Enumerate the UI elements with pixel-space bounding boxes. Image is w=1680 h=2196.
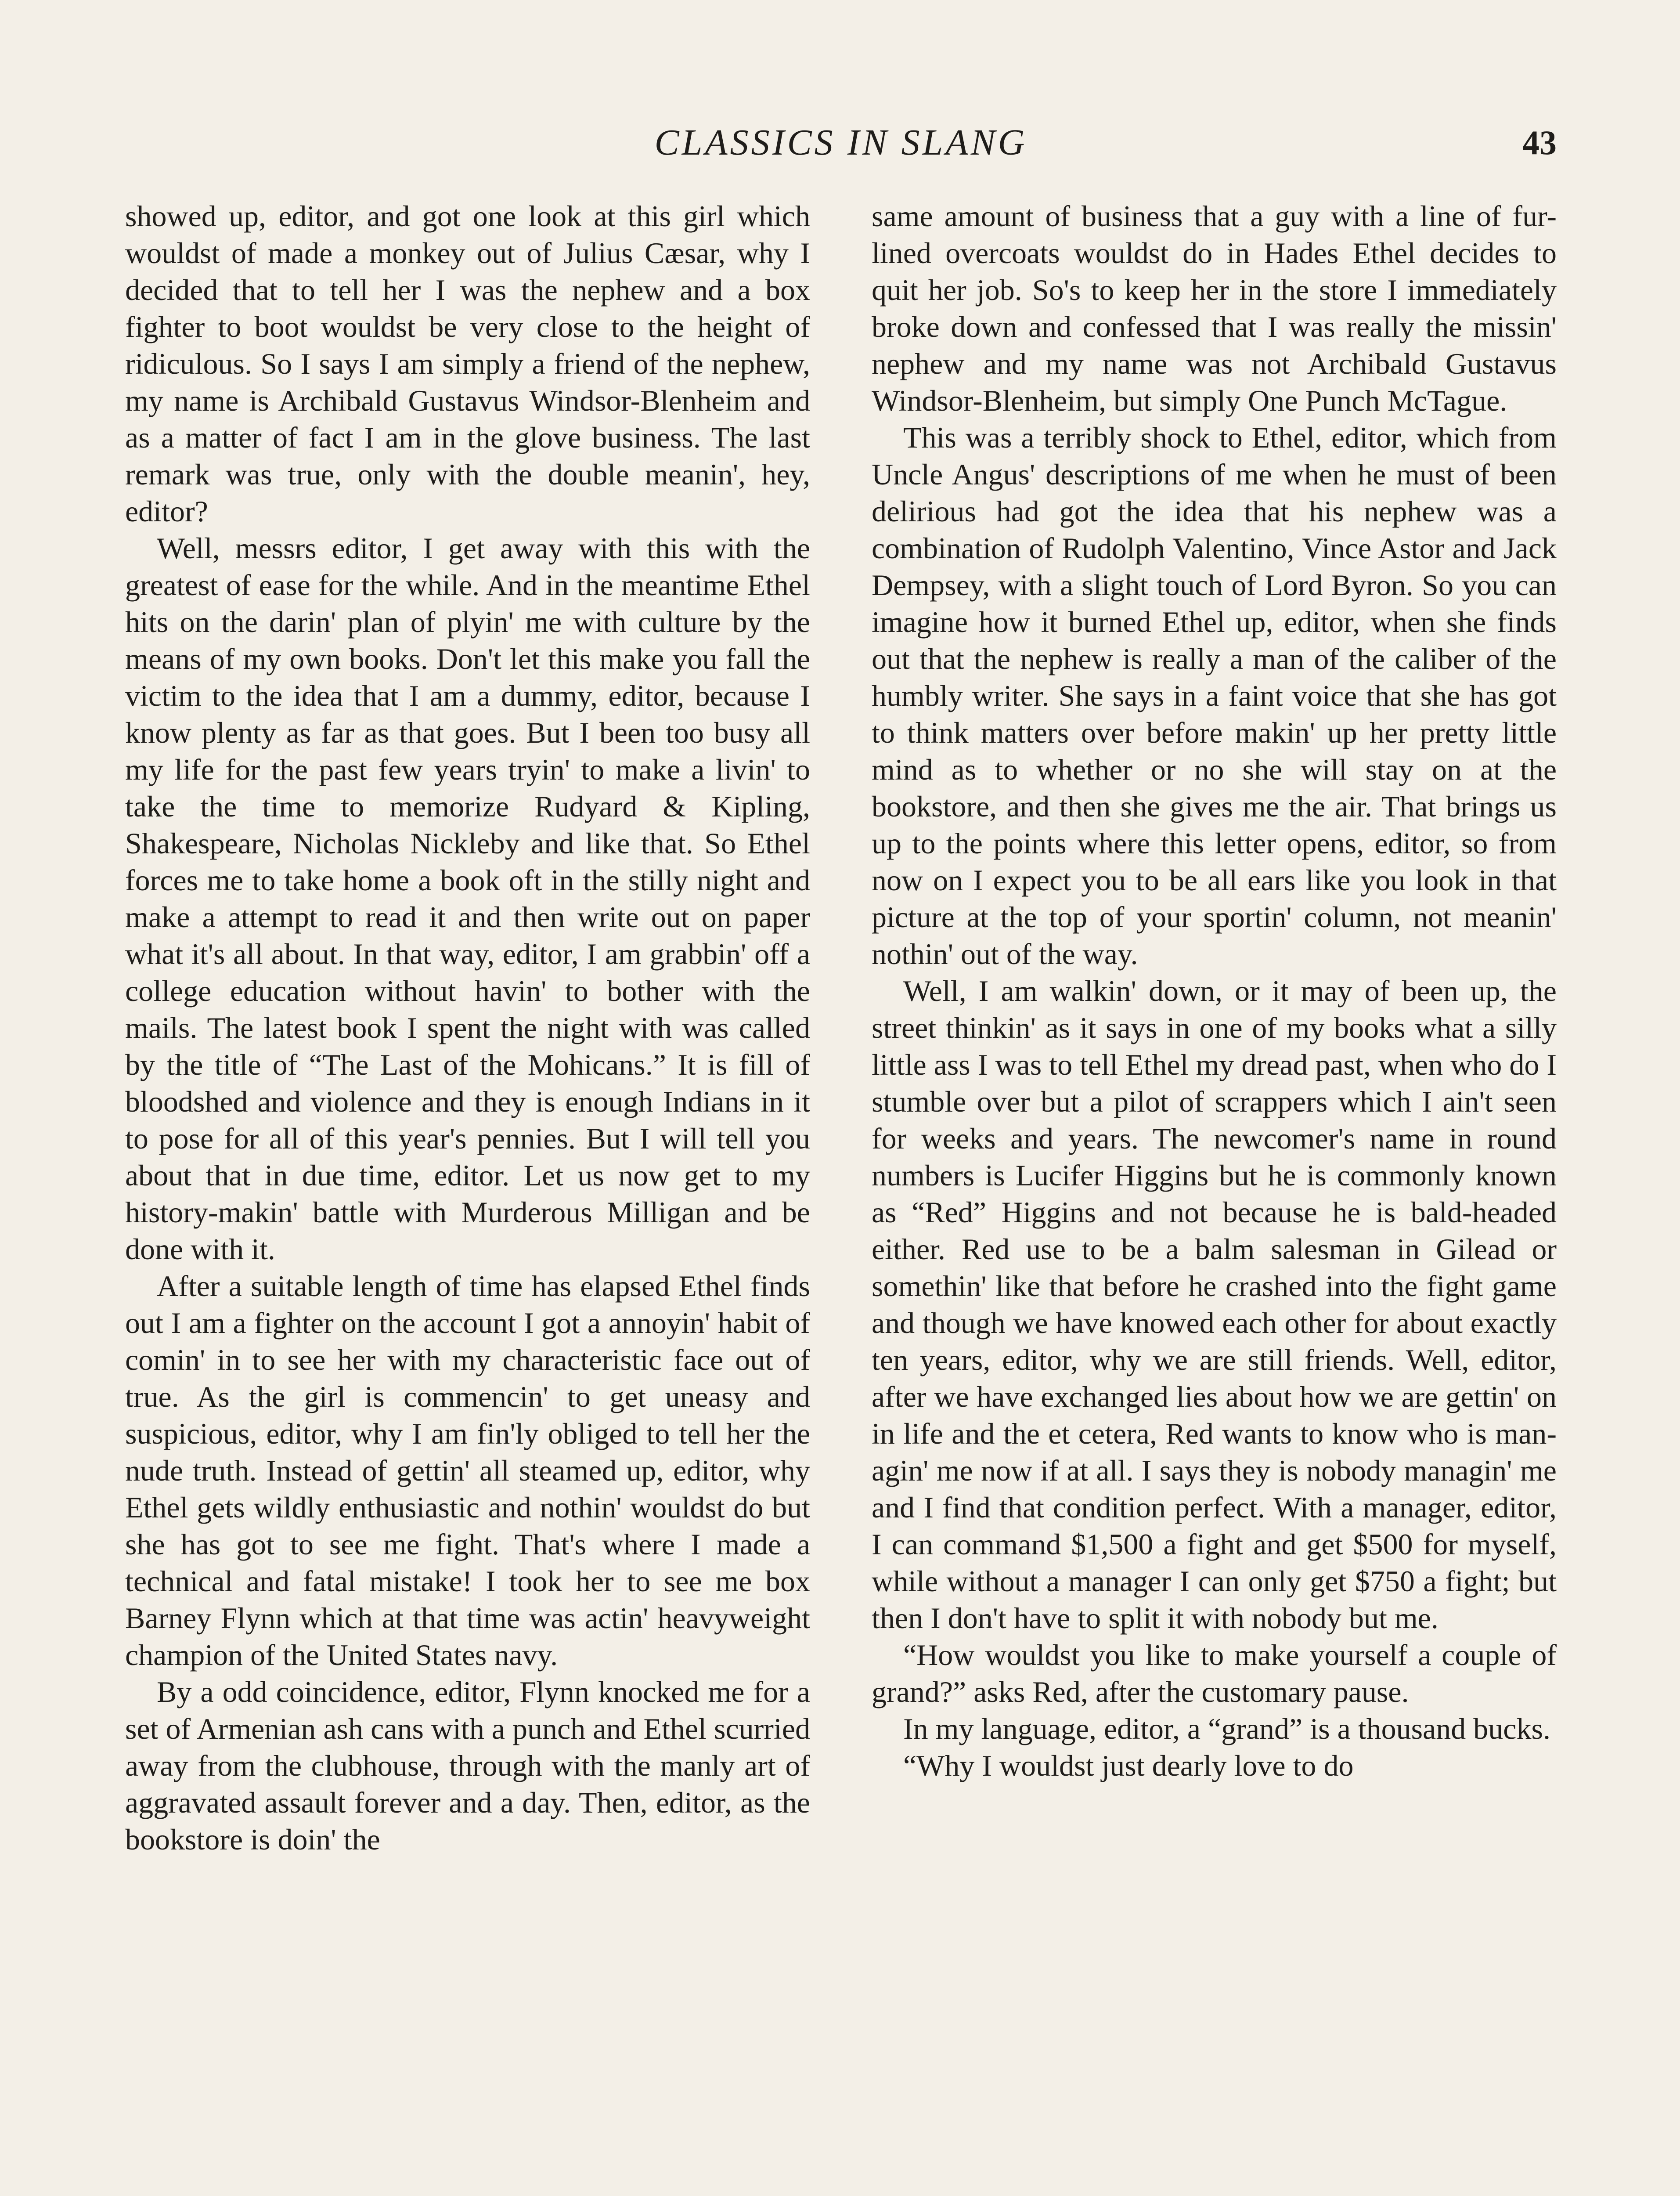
paragraph: Well, I am walkin' down, or it may of been up, the street thinkin' as it says in one of my books what a silly little ass I was to tell Ethel my dread past, when who do I stumble over but a pilot of scrappers which I ain't seen for weeks and years. The newcomer's name in round numbers is Lucifer Higgins but he is commonly known as “Red” Higgins and not because he is bald-headed either. Red use to be a balm salesman in Gilead or somethin' like that before he crashed into the fight game and though we have knowed each other for about exactly ten years, editor, why we are still friends. Well, editor, after we have exchanged lies about how we are gettin' on in life and the et cetera, Red wants to know who is managin' me now if at all. I says they is nobody managin' me and I find that condition perfect. With a manager, editor, I can command $1,500 a fight and get $500 for myself, while without a manager I can only get $750 a fight; but then I don't have to split it with nobody but me. — [872, 974, 1557, 1635]
paragraph: same amount of business that a guy with a line of fur-lined overcoats wouldst do in Hades Ethel decides to quit her job. So's to keep her in the store I immediately broke down and confessed that I was really the missin' nephew and my name was not Archibald Gustavus Windsor-Blenheim, but simply One Punch McTague. — [872, 199, 1557, 417]
left-column — [125, 198, 810, 2196]
right-column — [872, 198, 1557, 2196]
page-number: 43 — [1522, 123, 1557, 162]
paragraph: “How wouldst you like to make yourself a couple of grand?” asks Red, after the customary pause. — [872, 1638, 1557, 1708]
paragraph: By a odd coincidence, editor, Flynn knocked me for a set of Armenian ash cans with a punch and Ethel scurried away from the clubhouse, through with the manly art of aggravated assault forever and a day. Then, editor, as the bookstore is doin' the — [125, 1675, 810, 1856]
paragraph: showed up, editor, and got one look at this girl which wouldst of made a monkey out of Julius Cæsar, why I decided that to tell her I was the nephew and a box fighter to boot wouldst be very close to the height of ridiculous. So I says I am simply a friend of the nephew, my name is Archibald Gustavus Windsor-Blenheim and as a matter of fact I am in the glove business. The last remark was true, only with the double meanin', hey, editor? — [125, 199, 810, 528]
paragraph: Well, messrs editor, I get away with this with the greatest of ease for the while. And in the meantime Ethel hits on the darin' plan of plyin' me with culture by the means of my own books. Don't let this make you fall the victim to the idea that I am a dummy, editor, because I know plenty as far as that goes. But I been too busy all my life for the past few years tryin' to make a livin' to take the time to memorize Rudyard & Kipling, Shakespeare, Nicholas Nickleby and like that. So Ethel forces me to take home a book oft in the stilly night and make a attempt to read it and then write out on paper what it's all about. In that way, editor, I am grabbin' off a college education without havin' to bother with the mails. The latest book I spent the night with was called by the title of “The Last of the Mohicans.” It is fill of bloodshed and violence and they is enough Indians in it to pose for all of this year's pennies. But I will tell you about that in due time, editor. Let us now get to my history-makin' battle with Murderous Milligan and be done with it. — [125, 531, 810, 1266]
running-title: CLASSICS IN SLANG — [654, 122, 1027, 163]
paragraph: In my language, editor, a “grand” is a thousand bucks. — [903, 1712, 1550, 1745]
text-columns — [125, 198, 1557, 2196]
paragraph: “Why I wouldst just dearly love to do — [903, 1749, 1354, 1782]
page-header — [125, 119, 1557, 167]
paragraph: After a suitable length of time has elapsed Ethel finds out I am a fighter on the account I got a annoyin' habit of comin' in to see her with my characteristic face out of true. As the girl is commencin' to get uneasy and suspicious, editor, why I am fin'ly obliged to tell her the nude truth. Instead of gettin' all steamed up, editor, why Ethel gets wildly enthusiastic and nothin' wouldst do but she has got to see me fight. That's where I made a technical and fatal mistake! I took her to see me box Barney Flynn which at that time was actin' heavyweight champion of the United States navy. — [125, 1269, 810, 1672]
paragraph: This was a terribly shock to Ethel, editor, which from Uncle Angus' descriptions of me when he must of been delirious had got the idea that his nephew was a combination of Rudolph Valentino, Vince Astor and Jack Dempsey, with a slight touch of Lord Byron. So you can imagine how it burned Ethel up, editor, when she finds out that the nephew is really a man of the caliber of the humbly writer. She says in a faint voice that she has got to think matters over before makin' up her pretty little mind as to whether or no she will stay on at the bookstore, and then she gives me the air. That brings us up to the points where this letter opens, editor, so from now on I expect you to be all ears like you look in that picture at the top of your sportin' column, not meanin' nothin' out of the way. — [872, 421, 1557, 971]
